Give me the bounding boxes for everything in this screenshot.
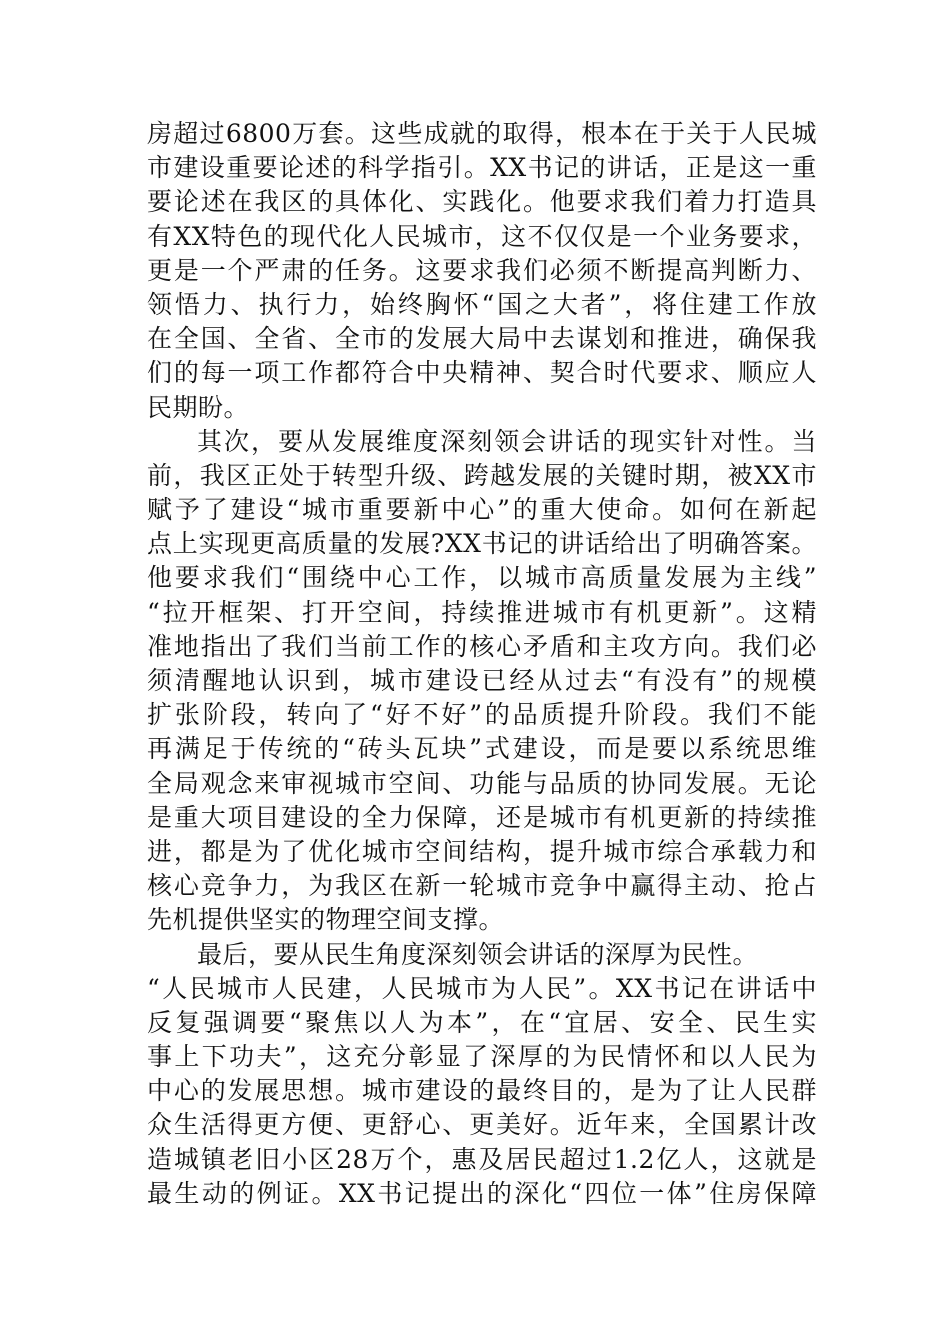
text-line: 须清醒地认识到，城市建设已经从过去“有没有”的规模 bbox=[147, 666, 817, 695]
text-line: 再满足于传统的“砖头瓦块”式建设，而是要以系统思维 bbox=[147, 734, 817, 764]
text-line: 反复强调要“聚焦以人为本”，在“宜居、安全、民生实 bbox=[147, 1007, 817, 1037]
text-line: 房超过6800万套。这些成就的取得，根本在于关于人民城 bbox=[147, 119, 817, 148]
body-text bbox=[147, 117, 817, 1211]
text-line: 领悟力、执行力，始终胸怀“国之大者”，将住建工作放 bbox=[147, 289, 817, 319]
text-line: 市建设重要论述的科学指引。XX书记的讲话，正是这一重 bbox=[147, 153, 817, 183]
text-line: 是重大项目建设的全力保障，还是城市有机更新的持续推 bbox=[147, 802, 817, 832]
paragraph-first-line: 最后，要从民生角度深刻领会讲话的深厚为民性。 bbox=[197, 939, 759, 969]
text-line: 赋予了建设“城市重要新中心”的重大使命。如何在新起 bbox=[147, 495, 817, 525]
text-line: 先机提供坚实的物理空间支撑。 bbox=[147, 905, 505, 935]
text-line: 进，都是为了优化城市空间结构，提升城市综合承载力和 bbox=[147, 836, 817, 866]
text-line: 众生活得更方便、更舒心、更美好。近年来，全国累计改 bbox=[147, 1110, 817, 1140]
text-line: “人民城市人民建，人民城市为人民”。XX书记在讲话中 bbox=[147, 973, 817, 1003]
text-line: 民期盼。 bbox=[147, 392, 250, 422]
text-line: 全局观念来审视城市空间、功能与品质的协同发展。无论 bbox=[147, 768, 817, 798]
text-line: “拉开框架、打开空间，持续推进城市有机更新”。这精 bbox=[147, 597, 817, 627]
text-line: 点上实现更高质量的发展?XX书记的讲话给出了明确答案。 bbox=[147, 529, 817, 559]
text-line: 核心竞争力，为我区在新一轮城市竞争中赢得主动、抢占 bbox=[147, 871, 817, 901]
text-line: 要论述在我区的具体化、实践化。他要求我们着力打造具 bbox=[147, 187, 817, 217]
text-line: 在全国、全省、全市的发展大局中去谋划和推进，确保我 bbox=[147, 324, 817, 354]
text-line: 更是一个严肃的任务。这要求我们必须不断提高判断力、 bbox=[147, 255, 817, 285]
text-line: 事上下功夫”，这充分彰显了深厚的为民情怀和以人民为 bbox=[147, 1042, 817, 1072]
text-line: 有XX特色的现代化人民城市，这不仅仅是一个业务要求， bbox=[147, 221, 817, 251]
text-line: 扩张阶段，转向了“好不好”的品质提升阶段。我们不能 bbox=[147, 700, 817, 730]
text-line: 前，我区正处于转型升级、跨越发展的关键时期，被XX市 bbox=[147, 460, 817, 490]
text-line: 造城镇老旧小区28万个，惠及居民超过1.2亿人，这就是 bbox=[147, 1144, 817, 1174]
text-line: 们的每一项工作都符合中央精神、契合时代要求、顺应人 bbox=[147, 358, 817, 388]
text-line: 准地指出了我们当前工作的核心矛盾和主攻方向。我们必 bbox=[147, 631, 817, 661]
paragraph-first-line: 其次，要从发展维度深刻领会讲话的现实针对性。当 bbox=[197, 426, 817, 456]
text-line: 最生动的例证。XX书记提出的深化“四位一体”住房保障 bbox=[147, 1178, 817, 1208]
text-line: 他要求我们“围绕中心工作，以城市高质量发展为主线” bbox=[147, 563, 817, 593]
text-line: 中心的发展思想。城市建设的最终目的，是为了让人民群 bbox=[147, 1076, 817, 1106]
